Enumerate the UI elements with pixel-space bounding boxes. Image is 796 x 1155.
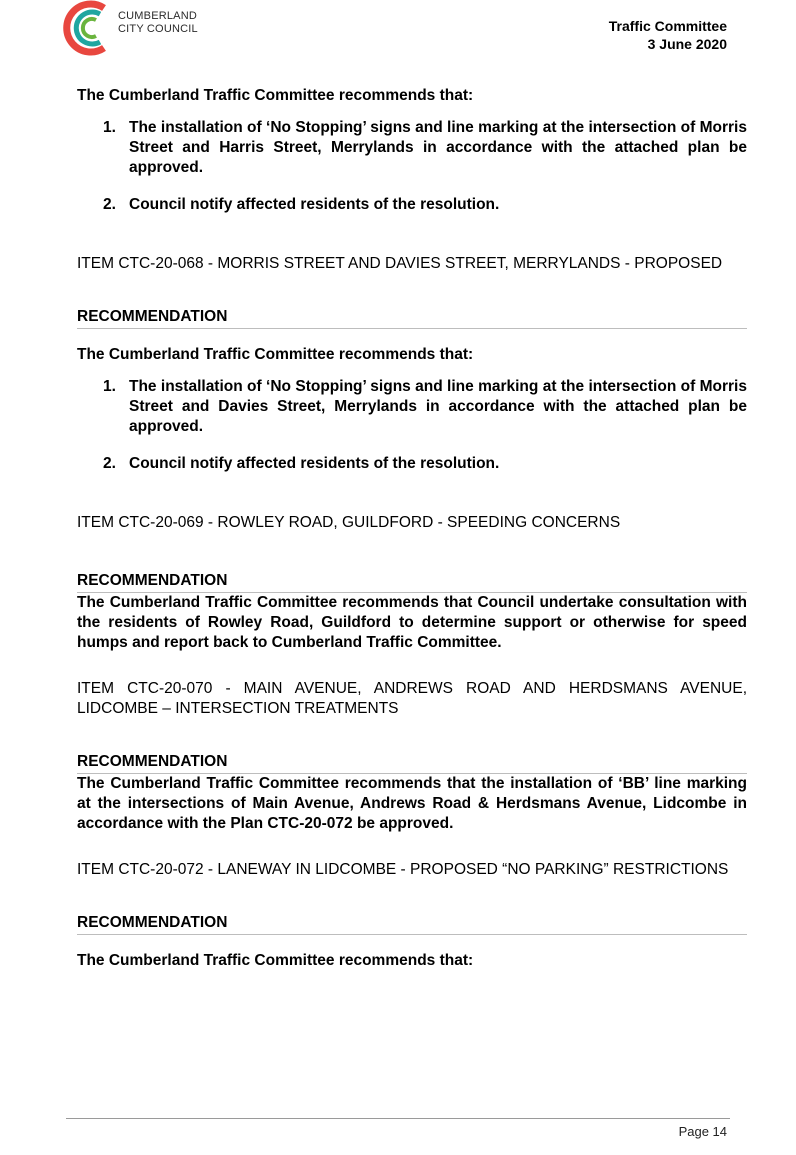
item-heading-070: ITEM CTC-20-070 - MAIN AVENUE, ANDREWS ROAD AND HERDSMANS AVENUE, LIDCOMBE – INTERSECTION TREATMENTS	[77, 680, 747, 717]
recommendation-text-069: The Cumberland Traffic Committee recommends that Council undertake consultation with the residents of Rowley Road, Guildford to determine support or otherwise for speed humps and report back to Cumberland Traffic Committee.	[77, 594, 747, 651]
meeting-date: 3 June 2020	[647, 36, 727, 52]
header-meeting-info	[609, 17, 727, 53]
page-number: Page 14	[678, 1124, 727, 1139]
list-number: 1.	[103, 119, 116, 136]
council-logo-mark-icon	[56, 0, 116, 56]
item-heading-069: ITEM CTC-20-069 - ROWLEY ROAD, GUILDFORD - SPEEDING CONCERNS	[77, 514, 621, 531]
list-text: Council notify affected residents of the resolution.	[129, 196, 500, 213]
list-number: 2.	[103, 455, 116, 472]
recommendation-list-1	[77, 118, 747, 215]
list-item	[77, 118, 747, 178]
item-heading-072: ITEM CTC-20-072 - LANEWAY IN LIDCOMBE - PROPOSED “NO PARKING” RESTRICTIONS	[77, 861, 729, 878]
recommendation-heading: RECOMMENDATION	[77, 752, 747, 774]
recommends-intro-1: The Cumberland Traffic Committee recommends that:	[77, 87, 474, 104]
recommends-intro-3: The Cumberland Traffic Committee recommends that:	[77, 952, 474, 969]
logo-text	[118, 10, 198, 36]
footer-divider	[66, 1118, 730, 1119]
list-text: The installation of ‘No Stopping’ signs and line marking at the intersection of Morris Street and Harris Street, Merrylands in accordance with the attached plan be approved.	[129, 119, 747, 176]
recommends-intro-2: The Cumberland Traffic Committee recommends that:	[77, 346, 474, 363]
list-number: 2.	[103, 196, 116, 213]
recommendation-heading: RECOMMENDATION	[77, 913, 747, 935]
recommendation-heading: RECOMMENDATION	[77, 571, 747, 593]
meeting-name: Traffic Committee	[608, 18, 727, 34]
item-heading-068: ITEM CTC-20-068 - MORRIS STREET AND DAVIES STREET, MERRYLANDS - PROPOSED	[77, 255, 723, 272]
council-logo	[56, 0, 226, 56]
list-item	[77, 195, 747, 215]
list-item	[77, 454, 747, 474]
list-text: Council notify affected residents of the resolution.	[129, 455, 500, 472]
list-text: The installation of ‘No Stopping’ signs and line marking at the intersection of Morris Street and Davies Street, Merrylands in accordance with the attached plan be approved.	[129, 378, 747, 435]
list-number: 1.	[103, 378, 116, 395]
recommendation-heading: RECOMMENDATION	[77, 307, 747, 329]
logo-line1: CUMBERLAND	[118, 10, 198, 22]
recommendation-list-2	[77, 377, 747, 474]
logo-line2: CITY COUNCIL	[118, 23, 198, 35]
list-item	[77, 377, 747, 437]
recommendation-text-070: The Cumberland Traffic Committee recommends that the installation of ‘BB’ line marking at the intersections of Main Avenue, Andrews Road & Herdsmans Avenue, Lidcombe in accordance with the Plan CTC-20-072 be approved.	[77, 775, 747, 832]
document-body	[77, 86, 747, 971]
